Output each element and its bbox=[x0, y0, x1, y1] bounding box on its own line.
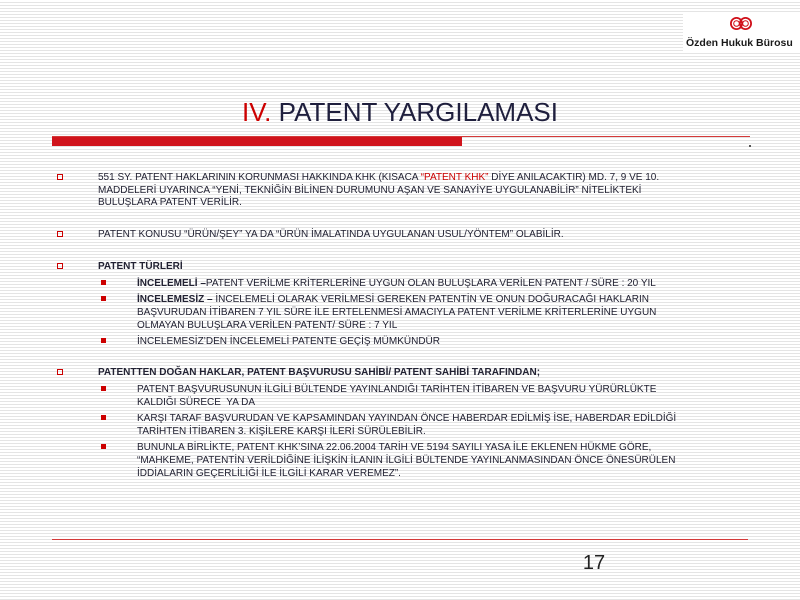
sub-bullet-text: PATENT BAŞVURUSUNUN İLGİLİ BÜLTENDE YAYINLANDIĞI TARİHTEN İTİBAREN VE BAŞVURU YÜRÜRLÜKTE bbox=[137, 384, 657, 395]
sub-bullet-text: İNCELEMESİZ’DEN İNCELEMELİ PATENTE GEÇİŞ MÜMKÜNDÜR bbox=[137, 336, 441, 347]
title-numeral: IV. bbox=[241, 97, 272, 127]
logo-text: Özden Hukuk Bürosu bbox=[686, 37, 793, 49]
slide-title bbox=[0, 96, 800, 128]
filled-square-bullet-icon bbox=[101, 415, 106, 420]
bullet-heading: PATENTTEN DOĞAN HAKLAR, PATENT BAŞVURUSU SAHİBİ/ PATENT SAHİBİ TARAFINDAN; bbox=[98, 367, 541, 378]
bullet-text: DİYE ANILACAKTIR) MD. 7, 9 VE 10. bbox=[488, 172, 660, 183]
title-underline-thick bbox=[52, 137, 462, 146]
hollow-square-bullet-icon bbox=[57, 174, 63, 180]
sub-bullet-text: OLMAYAN BULUŞLARA VERİLEN PATENT/ SÜRE : 7 YIL bbox=[137, 320, 398, 331]
title-text: PATENT YARGILAMASI bbox=[278, 97, 558, 127]
sub-bullet-text: İNCELEMELİ OLARAK VERİLMESİ GEREKEN PATENTİN VE ONUN DOĞURACAĞI HAKLARIN bbox=[215, 294, 649, 305]
sub-bullet-text: PATENT VERİLME KRİTERLERİNE UYGUN OLAN BULUŞLARA VERİLEN PATENT / SÜRE : 20 YIL bbox=[205, 278, 656, 289]
filled-square-bullet-icon bbox=[101, 386, 106, 391]
bullet-text: PATENT KONUSU “ÜRÜN/ŞEY” YA DA “ÜRÜN İMALATINDA UYGULANAN USUL/YÖNTEM” OLABİLİR. bbox=[98, 229, 564, 240]
filled-square-bullet-icon bbox=[101, 280, 106, 285]
filled-square-bullet-icon bbox=[101, 444, 106, 449]
sub-bullet-text: BAŞVURUDAN İTİBAREN 7 YIL SÜRE İLE ERTELENMESİ AMACIYLA PATENT VERİLME KRİTERLERİNE UYGUN bbox=[137, 307, 657, 318]
sub-bullet-text: KARŞI TARAF BAŞVURUDAN VE KAPSAMINDAN YAYINDAN ÖNCE HABERDAR EDİLMİŞ İSE, HABERDAR EDİLDİĞİ bbox=[137, 413, 677, 424]
corner-dot bbox=[749, 145, 751, 147]
hollow-square-bullet-icon bbox=[57, 231, 63, 237]
sub-bullet-text: İDDİALARIN GEÇERLİLİĞİ İLE İLGİLİ KARAR VEREMEZ”. bbox=[137, 468, 401, 479]
hollow-square-bullet-icon bbox=[57, 369, 63, 375]
filled-square-bullet-icon bbox=[101, 296, 106, 301]
page-number: 17 bbox=[582, 552, 606, 574]
hollow-square-bullet-icon bbox=[57, 263, 63, 269]
sub-bullet-text: “MAHKEME, PATENTİN VERİLDİĞİNE İLİŞKİN İLANIN İLGİLİ BÜLTENDE YAYINLANMASINDAN ÖNCE ÖNESÜRÜLEN bbox=[137, 455, 676, 466]
filled-square-bullet-icon bbox=[101, 338, 106, 343]
bullet-text: BULUŞLARA PATENT VERİLİR. bbox=[98, 197, 242, 209]
sub-bullet-text: KALDIĞI SÜRECE YA DA bbox=[137, 397, 256, 408]
footer-rule bbox=[52, 539, 748, 540]
sub-bullet-label: İNCELEMELİ – bbox=[137, 278, 206, 289]
bullet-text: 551 SY. PATENT HAKLARININ KORUNMASI HAKKINDA KHK (KISACA bbox=[98, 172, 421, 183]
logo bbox=[683, 14, 800, 52]
sub-bullet-text: BUNUNLA BİRLİKTE, PATENT KHK’SINA 22.06.2004 TARİH VE 5194 SAYILI YASA İLE EKLENEN HÜKME GÖRE, bbox=[137, 442, 652, 453]
bullet-text: MADDELERİ UYARINCA “YENİ, TEKNİĞİN BİLİNEN DURUMUNU AŞAN VE SANAYİYE UYGULANABİLİR” NİTELİKTEKİ bbox=[98, 184, 642, 196]
highlight-patent-khk: “PATENT KHK” bbox=[420, 172, 489, 183]
sub-bullet-text: TARİHTEN İTİBAREN 3. KİŞİLERE KARŞI İLERİ SÜRÜLEBİLİR. bbox=[137, 426, 426, 437]
sub-bullet-label: İNCELEMESİZ – bbox=[137, 294, 216, 305]
interlocked-rings-logo-icon bbox=[729, 16, 753, 31]
bullet-heading: PATENT TÜRLERİ bbox=[98, 261, 183, 272]
